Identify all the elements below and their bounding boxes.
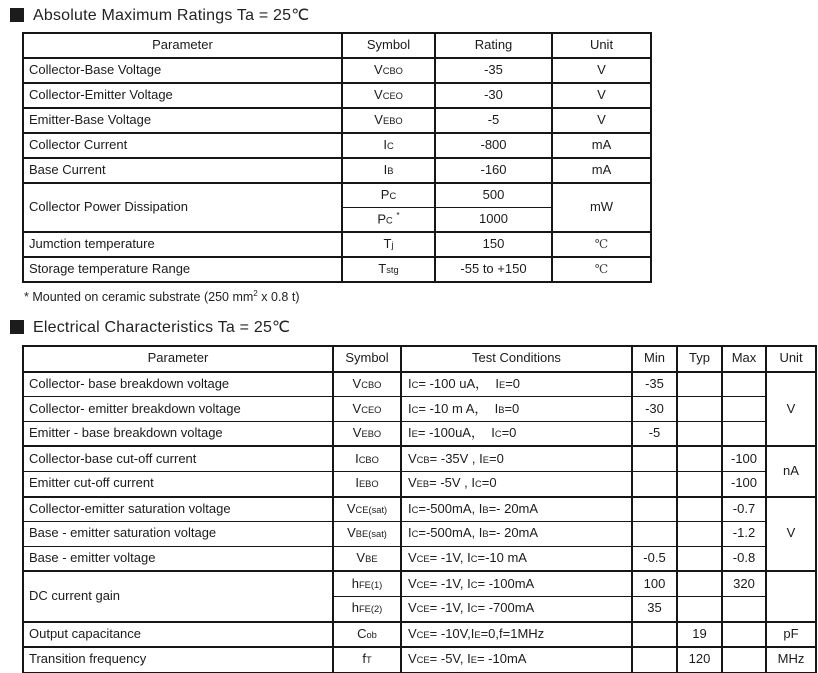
param-cell: Emitter-Base Voltage: [23, 108, 342, 133]
unit-cell: mA: [552, 133, 651, 158]
test-conditions-cell: IC=-500mA, IB=- 20mA: [401, 522, 632, 547]
test-conditions-cell: IC= -100 uA， IE=0: [401, 372, 632, 397]
symbol-cell: IEBO: [333, 471, 401, 496]
table-row: [23, 257, 651, 282]
max-cell: -1.2: [722, 522, 766, 547]
unit-cell: mA: [552, 158, 651, 183]
test-conditions-cell: VCE= -1V, IC=-10 mA: [401, 546, 632, 571]
table-row: [23, 622, 816, 648]
table-row: [23, 546, 816, 571]
table-row: [23, 58, 651, 83]
max-cell: [722, 596, 766, 621]
max-cell: -0.7: [722, 497, 766, 522]
rating-cell: -5: [435, 108, 552, 133]
typ-cell: [677, 471, 722, 496]
table-row: [23, 647, 816, 673]
table-row: [23, 421, 816, 446]
min-cell: [632, 622, 677, 648]
min-cell: [632, 446, 677, 471]
table-row: [23, 471, 816, 496]
max-cell: -0.8: [722, 546, 766, 571]
symbol-cell: VBE: [333, 546, 401, 571]
param-cell: Base - emitter saturation voltage: [23, 522, 333, 547]
test-conditions-cell: VEB= -5V , IC=0: [401, 471, 632, 496]
typ-cell: [677, 446, 722, 471]
rating-cell: -800: [435, 133, 552, 158]
column-header-symbol: Symbol: [342, 33, 435, 58]
symbol-cell: fT: [333, 647, 401, 673]
column-header-typ: Typ: [677, 346, 722, 372]
typ-cell: 19: [677, 622, 722, 648]
rating-cell: -55 to +150: [435, 257, 552, 282]
symbol-cell: VEBO: [342, 108, 435, 133]
min-cell: 35: [632, 596, 677, 621]
unit-cell: [766, 571, 816, 621]
param-cell: Collector-emitter saturation voltage: [23, 497, 333, 522]
max-cell: [722, 372, 766, 397]
column-header-unit: Unit: [552, 33, 651, 58]
table-row: [23, 83, 651, 108]
table-row: [23, 372, 816, 397]
table-header-row: [23, 346, 816, 372]
column-header-rating: Rating: [435, 33, 552, 58]
min-cell: [632, 497, 677, 522]
unit-cell: V: [766, 372, 816, 447]
table-row: [23, 108, 651, 133]
param-cell: Jumction temperature: [23, 232, 342, 257]
test-conditions-cell: VCE= -10V,IE=0,f=1MHz: [401, 622, 632, 648]
section-bullet-icon: [10, 8, 24, 22]
test-conditions-cell: VCE= -1V, IC= -700mA: [401, 596, 632, 621]
test-conditions-cell: VCE= -1V, IC= -100mA: [401, 571, 632, 596]
unit-cell: V: [766, 497, 816, 572]
typ-cell: [677, 497, 722, 522]
param-cell: Collector- base breakdown voltage: [23, 372, 333, 397]
typ-cell: [677, 546, 722, 571]
param-cell: Collector- emitter breakdown voltage: [23, 397, 333, 422]
symbol-cell: hFE(2): [333, 596, 401, 621]
min-cell: -35: [632, 372, 677, 397]
param-cell: Collector-Base Voltage: [23, 58, 342, 83]
max-cell: [722, 397, 766, 422]
typ-cell: [677, 596, 722, 621]
rating-cell: 500: [435, 183, 552, 208]
symbol-cell: PC: [342, 183, 435, 208]
min-cell: -0.5: [632, 546, 677, 571]
max-cell: [722, 421, 766, 446]
param-cell: Base Current: [23, 158, 342, 183]
param-cell: Collector Current: [23, 133, 342, 158]
typ-cell: [677, 522, 722, 547]
min-cell: 100: [632, 571, 677, 596]
param-cell: Storage temperature Range: [23, 257, 342, 282]
min-cell: [632, 522, 677, 547]
param-cell: Collector-Emitter Voltage: [23, 83, 342, 108]
rating-cell: -30: [435, 83, 552, 108]
min-cell: [632, 647, 677, 673]
column-header-test-conditions: Test Conditions: [401, 346, 632, 372]
symbol-cell: VCBO: [333, 372, 401, 397]
test-conditions-cell: IC=-500mA, IB=- 20mA: [401, 497, 632, 522]
symbol-cell: IC: [342, 133, 435, 158]
column-header-symbol: Symbol: [333, 346, 401, 372]
elec-char-title-text: Electrical Characteristics Ta = 25℃: [33, 318, 291, 336]
param-cell: DC current gain: [23, 571, 333, 621]
unit-cell: V: [552, 58, 651, 83]
rating-cell: 150: [435, 232, 552, 257]
typ-cell: [677, 372, 722, 397]
table-row: [23, 158, 651, 183]
footnote: * Mounted on ceramic substrate (250 $mm^2$ x 0.8 t): [24, 289, 300, 305]
min-cell: [632, 471, 677, 496]
column-header-min: Min: [632, 346, 677, 372]
table-row: [23, 446, 816, 471]
rating-cell: -35: [435, 58, 552, 83]
param-cell: Emitter cut-off current: [23, 471, 333, 496]
unit-cell: ℃: [552, 232, 651, 257]
param-cell: Collector Power Dissipation: [23, 183, 342, 232]
param-cell: Base - emitter voltage: [23, 546, 333, 571]
symbol-cell: VCBO: [342, 58, 435, 83]
param-cell: Collector-base cut-off current: [23, 446, 333, 471]
symbol-cell: Cob: [333, 622, 401, 648]
test-conditions-cell: VCB= -35V , IE=0: [401, 446, 632, 471]
unit-cell: MHz: [766, 647, 816, 673]
column-header-parameter: Parameter: [23, 33, 342, 58]
column-header-max: Max: [722, 346, 766, 372]
unit-cell: V: [552, 108, 651, 133]
param-cell: Emitter - base breakdown voltage: [23, 421, 333, 446]
unit-cell: ℃: [552, 257, 651, 282]
param-cell: Output capacitance: [23, 622, 333, 648]
test-conditions-cell: IC= -10 m A， IB=0: [401, 397, 632, 422]
max-cell: [722, 647, 766, 673]
table-row: [23, 183, 651, 208]
typ-cell: [677, 397, 722, 422]
typ-cell: [677, 571, 722, 596]
max-cell: -100: [722, 446, 766, 471]
column-header-unit: Unit: [766, 346, 816, 372]
table-row: [23, 397, 816, 422]
abs-max-section-title: [10, 5, 818, 24]
test-conditions-cell: VCE= -5V, IE= -10mA: [401, 647, 632, 673]
unit-cell: pF: [766, 622, 816, 648]
min-cell: -5: [632, 421, 677, 446]
unit-cell: V: [552, 83, 651, 108]
column-header-parameter: Parameter: [23, 346, 333, 372]
symbol-cell: IB: [342, 158, 435, 183]
symbol-cell: PC *: [342, 208, 435, 233]
symbol-cell: ICBO: [333, 446, 401, 471]
elec-char-table: [22, 345, 817, 673]
symbol-cell: VCE(sat): [333, 497, 401, 522]
unit-cell: nA: [766, 446, 816, 496]
param-cell: Transition frequency: [23, 647, 333, 673]
max-cell: -100: [722, 471, 766, 496]
unit-cell: mW: [552, 183, 651, 232]
typ-cell: [677, 421, 722, 446]
max-cell: [722, 622, 766, 648]
symbol-cell: Tj: [342, 232, 435, 257]
table-row: [23, 522, 816, 547]
table-row: [23, 497, 816, 522]
rating-cell: -160: [435, 158, 552, 183]
abs-max-table: [22, 32, 652, 283]
typ-cell: 120: [677, 647, 722, 673]
symbol-cell: hFE(1): [333, 571, 401, 596]
rating-cell: 1000: [435, 208, 552, 233]
table-row: [23, 133, 651, 158]
min-cell: -30: [632, 397, 677, 422]
table-row: [23, 571, 816, 596]
max-cell: 320: [722, 571, 766, 596]
symbol-cell: VCEO: [333, 397, 401, 422]
elec-char-section-title: [10, 317, 818, 336]
symbol-cell: VEBO: [333, 421, 401, 446]
table-header-row: [23, 33, 651, 58]
symbol-cell: Tstg: [342, 257, 435, 282]
symbol-cell: VBE(sat): [333, 522, 401, 547]
section-bullet-icon: [10, 320, 24, 334]
abs-max-title-text: Absolute Maximum Ratings Ta = 25℃: [33, 6, 310, 24]
symbol-cell: VCEO: [342, 83, 435, 108]
table-row: [23, 232, 651, 257]
test-conditions-cell: IE= -100uA， IC=0: [401, 421, 632, 446]
